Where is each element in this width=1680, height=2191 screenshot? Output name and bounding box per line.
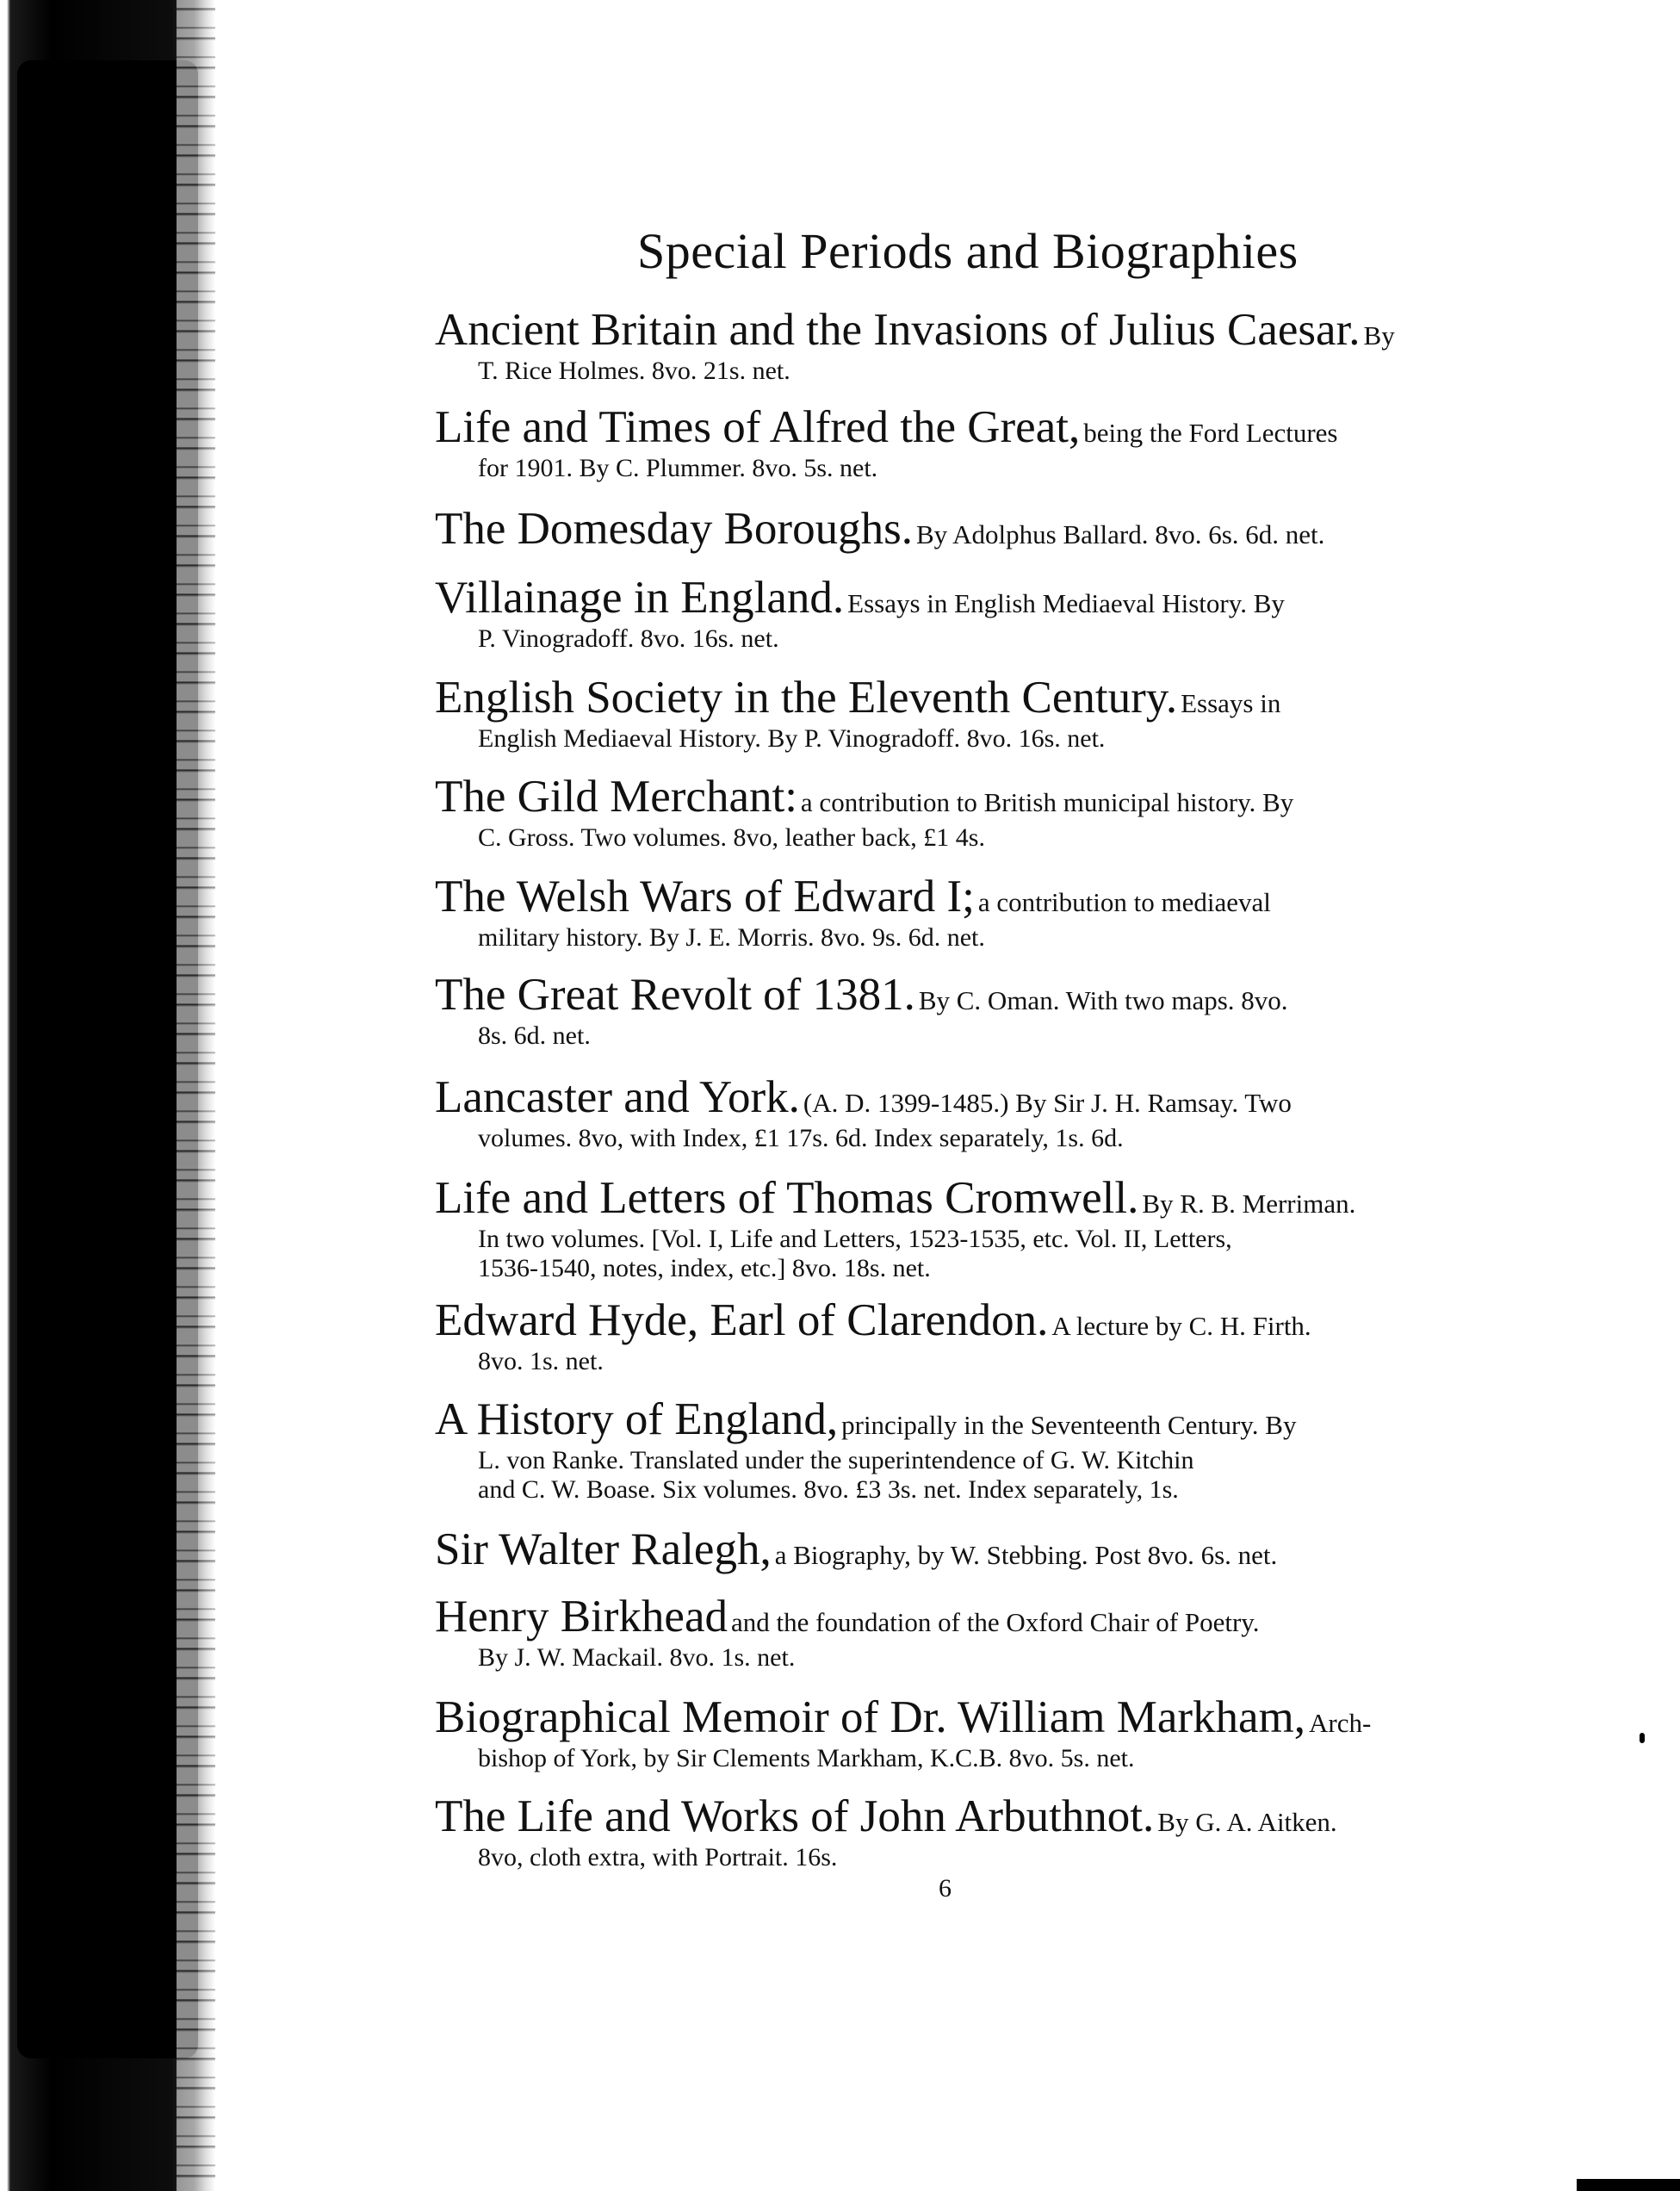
entry-heading: Life and Letters of Thomas Cromwell. <box>435 1173 1139 1223</box>
entry-description: Essays in <box>1181 688 1281 718</box>
entry-continuation: C. Gross. Two volumes. 8vo, leather back, £1 4s. <box>478 823 985 852</box>
entry-description: Essays in English Mediaeval History. By <box>847 588 1285 618</box>
entry-continuation: 8vo, cloth extra, with Portrait. 16s. <box>478 1843 838 1871</box>
entry-heading: Ancient Britain and the Invasions of Julius Caesar. <box>435 305 1361 355</box>
entry-description: principally in the Seventeenth Century. By <box>841 1410 1297 1440</box>
catalogue-entry <box>435 1171 1477 1283</box>
entry-description: a contribution to British municipal history. By <box>800 787 1294 817</box>
entry-continuation: P. Vinogradoff. 8vo. 16s. net. <box>478 624 779 653</box>
entry-heading: The Gild Merchant: <box>435 772 797 822</box>
catalogue-entry <box>435 1590 1477 1673</box>
entry-continuation: 8vo. 1s. net. <box>478 1347 604 1375</box>
entry-description: By R. B. Merriman. <box>1142 1189 1356 1219</box>
catalogue-entry <box>435 571 1477 654</box>
entry-continuation: English Mediaeval History. By P. Vinogradoff. 8vo. 16s. net. <box>478 724 1106 753</box>
entry-description: and the foundation of the Oxford Chair of Poetry. <box>730 1607 1260 1637</box>
entry-continuation: volumes. 8vo, with Index, £1 17s. 6d. Index separately, 1s. 6d. <box>478 1124 1124 1152</box>
entry-heading: Villainage in England. <box>435 573 845 623</box>
entry-description: (A. D. 1399-1485.) By Sir J. H. Ramsay. Two <box>803 1088 1292 1118</box>
entry-heading: English Society in the Eleventh Century. <box>435 673 1178 723</box>
entry-heading: Henry Birkhead <box>435 1592 728 1642</box>
entry-heading: Edward Hyde, Earl of Clarendon. <box>435 1295 1049 1345</box>
catalogue-entry <box>435 1691 1477 1773</box>
catalogue-entry <box>435 1790 1477 1872</box>
entry-description: A lecture by C. H. Firth. <box>1051 1311 1311 1341</box>
entry-continuation: T. Rice Holmes. 8vo. 21s. net. <box>478 357 790 385</box>
catalogue-entry <box>435 1071 1477 1153</box>
entry-heading: The Great Revolt of 1381. <box>435 970 915 1020</box>
catalogue-entry <box>435 1294 1477 1376</box>
entry-description: By G. A. Aitken. <box>1157 1807 1337 1837</box>
entry-heading: Life and Times of Alfred the Great, <box>435 402 1081 452</box>
catalogue-entry <box>435 770 1477 853</box>
entry-heading: Lancaster and York. <box>435 1072 800 1122</box>
scan-corner-shadow <box>1577 2179 1680 2191</box>
catalogue-entry <box>435 1393 1477 1505</box>
catalogue-entry <box>435 671 1477 754</box>
page-number: 6 <box>939 1874 952 1902</box>
entry-heading: The Life and Works of John Arbuthnot. <box>435 1791 1155 1841</box>
catalogue-entry <box>435 303 1477 386</box>
entry-description: a Biography, by W. Stebbing. Post 8vo. 6s. net. <box>774 1540 1278 1570</box>
scanned-binding-edge <box>0 0 215 2191</box>
entry-continuation: L. von Ranke. Translated under the superintendence of G. W. Kitchin <box>478 1446 1194 1474</box>
stray-ink-mark <box>1640 1733 1645 1743</box>
entry-heading: The Welsh Wars of Edward I; <box>435 872 975 922</box>
entry-description: By <box>1363 320 1395 351</box>
catalogue-entry <box>435 400 1477 483</box>
entry-continuation: 8s. 6d. net. <box>478 1021 591 1050</box>
catalogue-entry <box>435 968 1477 1051</box>
catalogue-entry <box>435 1523 1477 1576</box>
page-title: Special Periods and Biographies <box>637 223 1299 279</box>
entry-continuation: 1536-1540, notes, index, etc.] 8vo. 18s. net. <box>478 1254 931 1282</box>
entry-description: a contribution to mediaeval <box>977 887 1271 917</box>
entry-continuation: In two volumes. [Vol. I, Life and Letters, 1523-1535, etc. Vol. II, Letters, <box>478 1225 1232 1253</box>
entry-heading: Biographical Memoir of Dr. William Markham, <box>435 1692 1306 1742</box>
entry-description: By Adolphus Ballard. 8vo. 6s. 6d. net. <box>915 519 1325 549</box>
entry-description: being the Ford Lectures <box>1083 418 1338 448</box>
entry-continuation: By J. W. Mackail. 8vo. 1s. net. <box>478 1643 796 1672</box>
catalogue-entry <box>435 502 1477 556</box>
entry-description: Arch- <box>1309 1708 1372 1738</box>
entry-continuation: and C. W. Boase. Six volumes. 8vo. £3 3s. net. Index separately, 1s. <box>478 1475 1179 1504</box>
entry-heading: The Domesday Boroughs. <box>435 504 913 554</box>
entry-heading: Sir Walter Ralegh, <box>435 1524 772 1574</box>
catalogue-entry <box>435 870 1477 953</box>
entry-heading: A History of England, <box>435 1394 839 1444</box>
entry-continuation: bishop of York, by Sir Clements Markham, K.C.B. 8vo. 5s. net. <box>478 1744 1135 1772</box>
entry-continuation: military history. By J. E. Morris. 8vo. 9s. 6d. net. <box>478 923 985 952</box>
entry-continuation: for 1901. By C. Plummer. 8vo. 5s. net. <box>478 454 878 482</box>
entry-description: By C. Oman. With two maps. 8vo. <box>918 985 1288 1015</box>
